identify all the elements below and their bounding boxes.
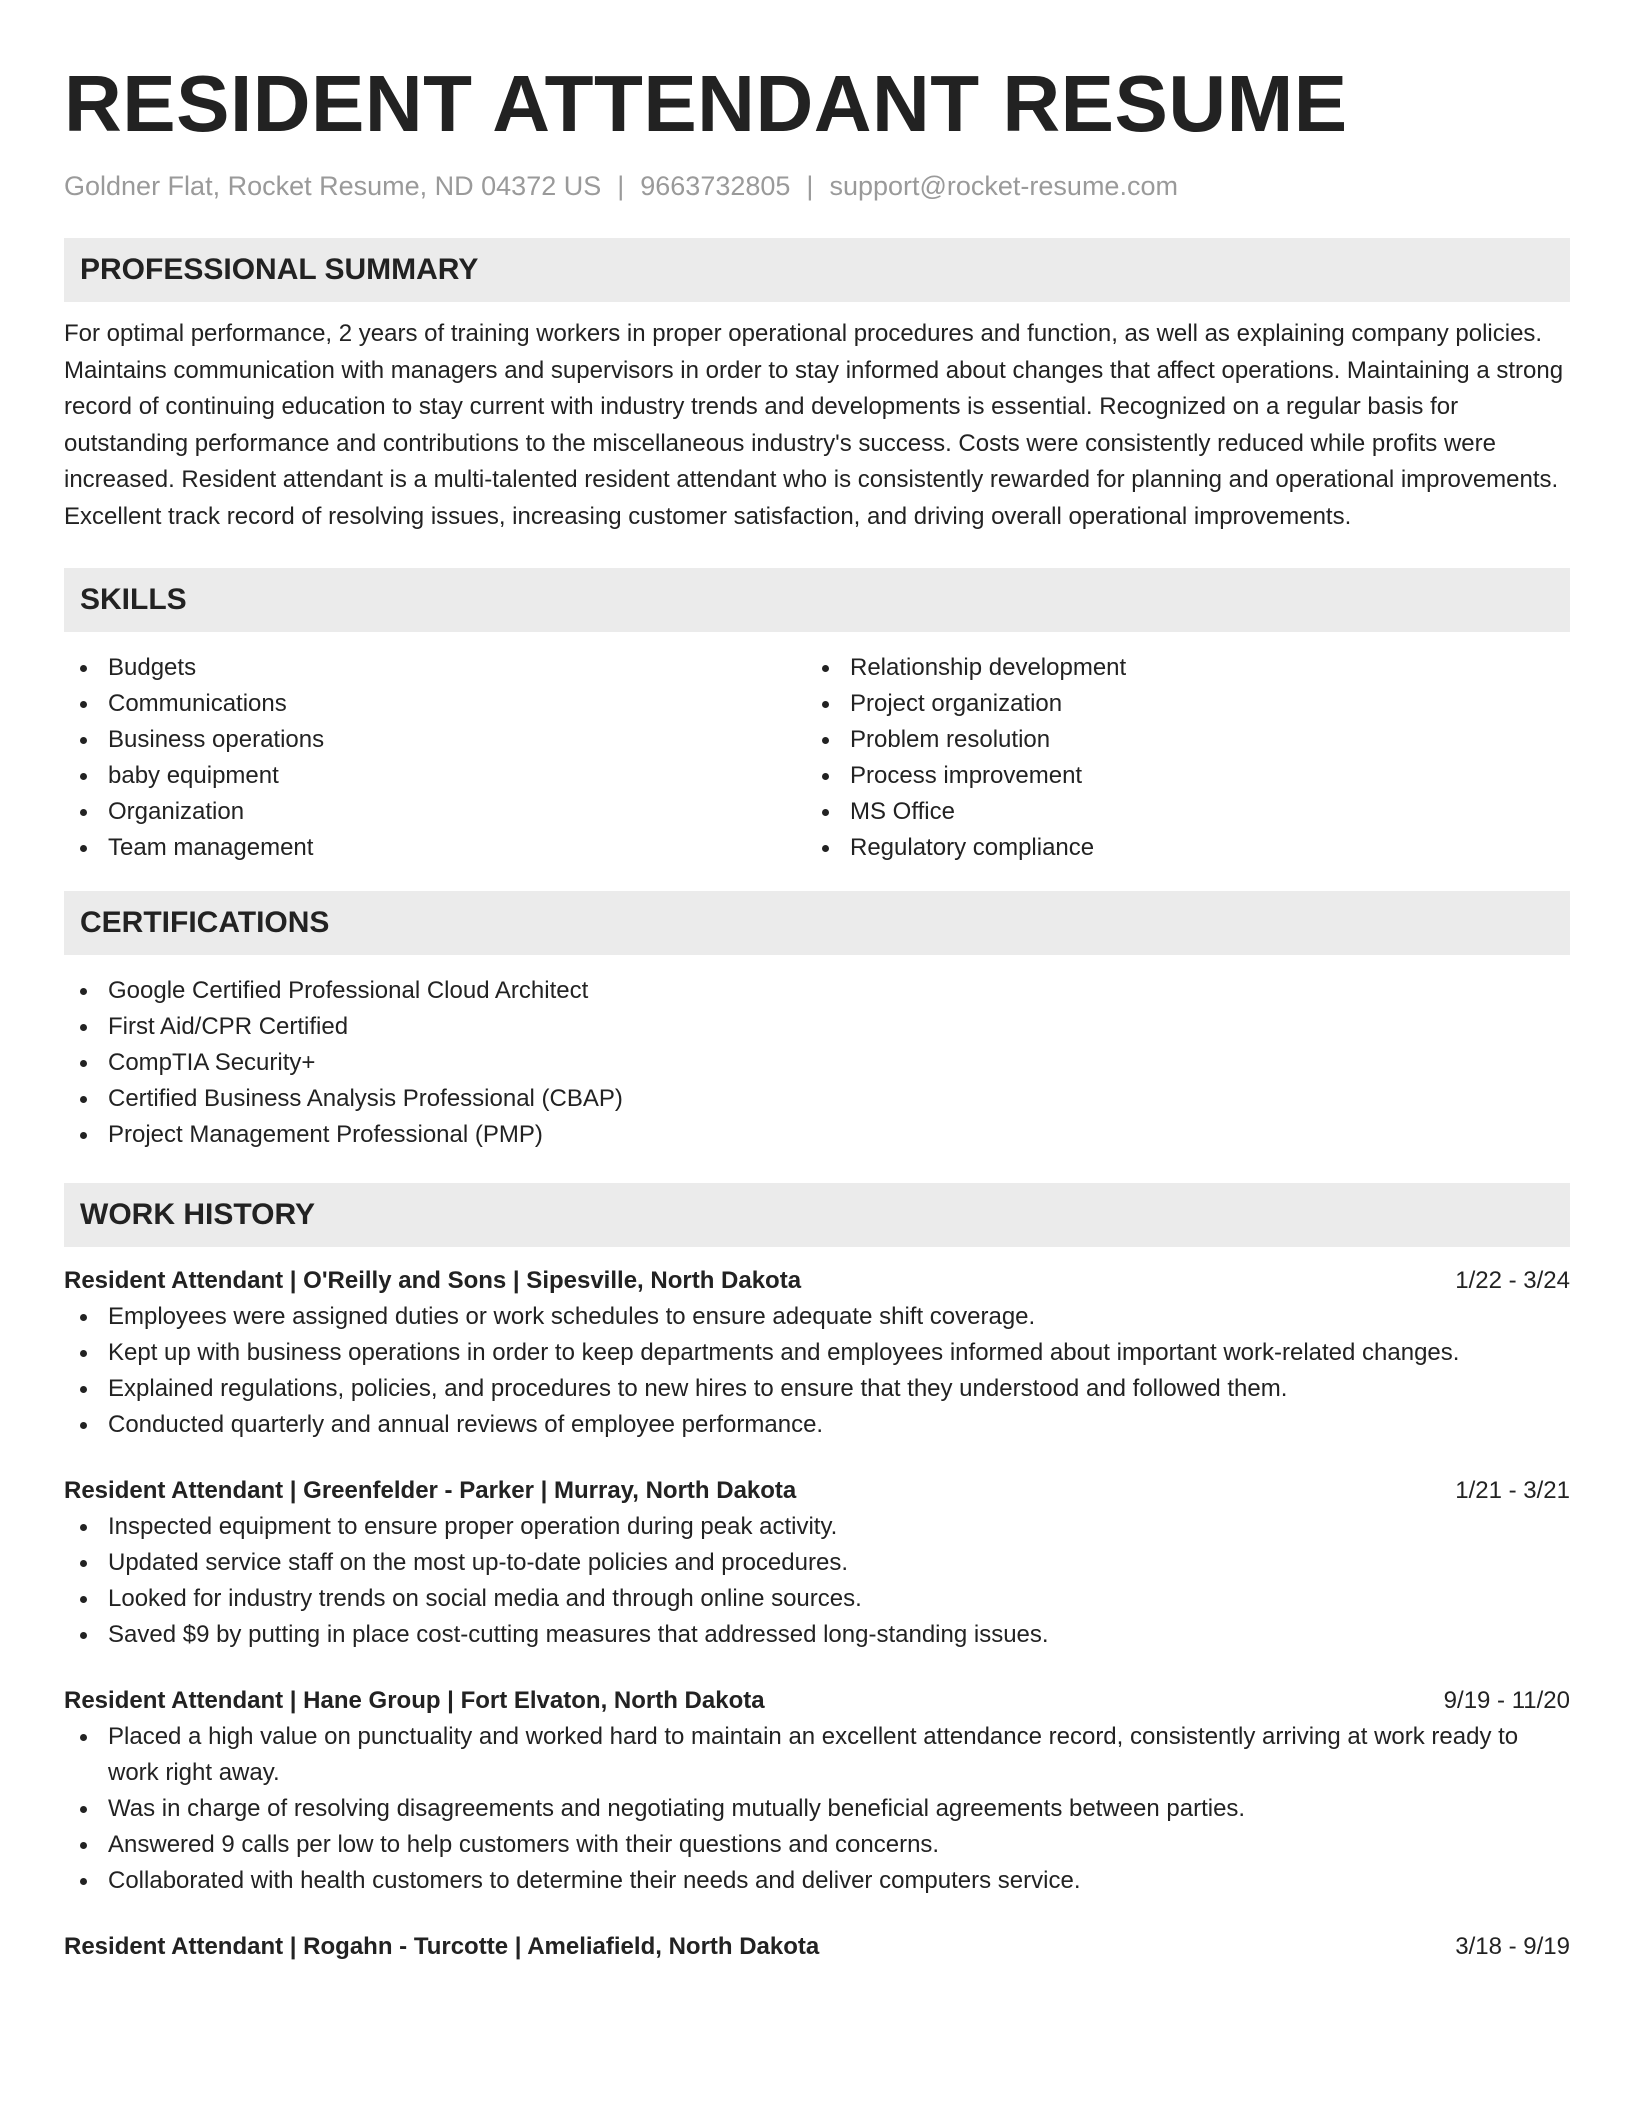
resume-page — [64, 0, 1570, 1965]
job-duty: Employees were assigned duties or work schedules to ensure adequate shift coverage. — [64, 1299, 1570, 1335]
job-duty: Saved $9 by putting in place cost-cutting measures that addressed long-standing issues. — [64, 1617, 1570, 1653]
job-header — [64, 1473, 1570, 1509]
section-header-certifications: CERTIFICATIONS — [64, 891, 1570, 955]
job-duties-list — [64, 1719, 1570, 1899]
job-duty: Was in charge of resolving disagreements and negotiating mutually beneficial agreements between parties. — [64, 1791, 1570, 1827]
job-duties-list — [64, 1509, 1570, 1653]
contact-address: Goldner Flat, Rocket Resume, ND 04372 US — [64, 171, 602, 201]
summary-text: For optimal performance, 2 years of training workers in proper operational procedures and function, as well as explaining company policies. Maintains communication with managers and supervisors in order to stay informed about changes that affect operations. Maintaining a strong record of continuing education to stay current with industry trends and developments is essential. Recognized on a regular basis for outstanding performance and contributions to the miscellaneous industry's success. Costs were consistently reduced while profits were increased. Resident attendant is a multi-talented resident attendant who is consistently rewarded for planning and operational improvements. Excellent track record of resolving issues, increasing customer satisfaction, and driving overall operational improvements. — [64, 320, 1564, 530]
summary-section — [64, 238, 1570, 535]
job-dates: 1/22 - 3/24 — [1455, 1267, 1570, 1294]
skill-item: Team management — [64, 830, 806, 866]
skill-item: baby equipment — [64, 758, 806, 794]
section-header-skills: SKILLS — [64, 568, 1570, 632]
job-entry — [64, 1473, 1570, 1653]
job-title: Resident Attendant | O'Reilly and Sons | Sipesville, North Dakota — [64, 1267, 802, 1294]
job-duty: Collaborated with health customers to determine their needs and deliver computers service. — [64, 1863, 1570, 1899]
job-duty: Explained regulations, policies, and procedures to new hires to ensure that they understood and followed them. — [64, 1371, 1570, 1407]
skills-list-left — [64, 650, 806, 866]
job-duty: Placed a high value on punctuality and worked hard to maintain an excellent attendance record, consistently arriving at work ready to work right away. — [64, 1719, 1570, 1791]
job-dates: 1/21 - 3/21 — [1455, 1477, 1570, 1504]
certification-item: Google Certified Professional Cloud Architect — [64, 973, 1570, 1009]
work-history-section — [64, 1183, 1570, 1965]
skill-item: Project organization — [806, 686, 1548, 722]
job-entry — [64, 1263, 1570, 1443]
job-title: Resident Attendant | Hane Group | Fort Elvaton, North Dakota — [64, 1687, 765, 1714]
skill-item: Organization — [64, 794, 806, 830]
skills-grid — [64, 650, 1570, 866]
job-duty: Answered 9 calls per low to help customers with their questions and concerns. — [64, 1827, 1570, 1863]
skill-item: Business operations — [64, 722, 806, 758]
skill-item: Relationship development — [806, 650, 1548, 686]
certification-item: Project Management Professional (PMP) — [64, 1117, 1570, 1153]
contact-separator: | — [806, 171, 814, 201]
job-title: Resident Attendant | Rogahn - Turcotte | Ameliafield, North Dakota — [64, 1933, 820, 1960]
job-dates: 3/18 - 9/19 — [1455, 1933, 1570, 1960]
job-duties-list — [64, 1299, 1570, 1443]
skill-item: Process improvement — [806, 758, 1548, 794]
contact-phone: 9663732805 — [640, 171, 791, 201]
contact-line — [64, 168, 1570, 204]
job-title: Resident Attendant | Greenfelder - Parker | Murray, North Dakota — [64, 1477, 797, 1504]
skill-item: Communications — [64, 686, 806, 722]
job-duty: Inspected equipment to ensure proper operation during peak activity. — [64, 1509, 1570, 1545]
certification-item: Certified Business Analysis Professional (CBAP) — [64, 1081, 1570, 1117]
job-header — [64, 1929, 1570, 1965]
skills-list-right — [806, 650, 1548, 866]
skills-section — [64, 568, 1570, 866]
certifications-section — [64, 891, 1570, 1153]
skill-item: Budgets — [64, 650, 806, 686]
skill-item: MS Office — [806, 794, 1548, 830]
certification-item: CompTIA Security+ — [64, 1045, 1570, 1081]
section-header-summary: PROFESSIONAL SUMMARY — [64, 238, 1570, 302]
job-duty: Looked for industry trends on social media and through online sources. — [64, 1581, 1570, 1617]
job-header — [64, 1683, 1570, 1719]
skill-item: Problem resolution — [806, 722, 1548, 758]
skill-item: Regulatory compliance — [806, 830, 1548, 866]
job-duty: Kept up with business operations in order to keep departments and employees informed about important work-related changes. — [64, 1335, 1570, 1371]
contact-separator: | — [617, 171, 625, 201]
job-entry — [64, 1683, 1570, 1899]
job-header — [64, 1263, 1570, 1299]
job-duty: Conducted quarterly and annual reviews of employee performance. — [64, 1407, 1570, 1443]
section-header-work-history: WORK HISTORY — [64, 1183, 1570, 1247]
job-dates: 9/19 - 11/20 — [1443, 1687, 1570, 1714]
certifications-list — [64, 973, 1570, 1153]
contact-email: support@rocket-resume.com — [829, 171, 1178, 201]
job-entry — [64, 1929, 1570, 1965]
certification-item: First Aid/CPR Certified — [64, 1009, 1570, 1045]
resume-title: RESIDENT ATTENDANT RESUME — [64, 59, 1348, 148]
job-duty: Updated service staff on the most up-to-date policies and procedures. — [64, 1545, 1570, 1581]
